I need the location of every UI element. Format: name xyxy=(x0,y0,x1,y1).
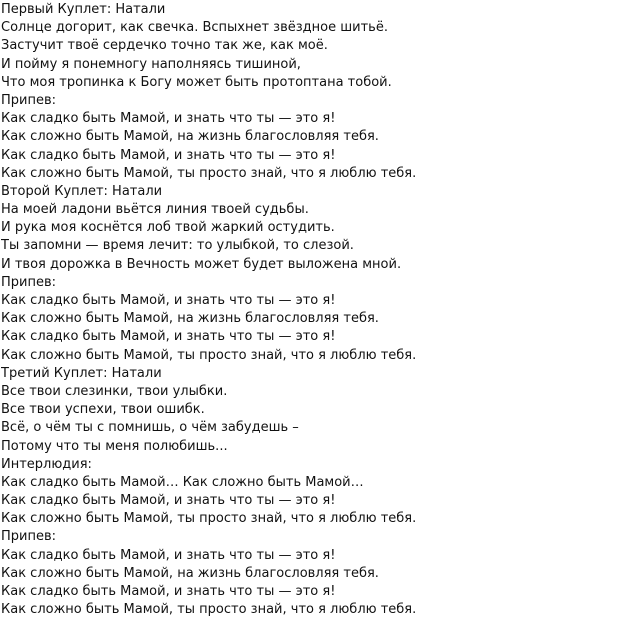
lyric-line: Как сложно быть Мамой, ты просто знай, что я люблю тебя. xyxy=(1,347,417,363)
lyric-line: Всё, о чём ты с помнишь, о чём забудешь – xyxy=(1,420,299,436)
lyric-line: И твоя дорожка в Вечность может будет выложена мной. xyxy=(1,256,402,272)
lyric-line: Ты запомни — время лечит: то улыбкой, то слезой. xyxy=(1,238,354,254)
lyric-line: Как сложно быть Мамой, ты просто знай, что я люблю тебя. xyxy=(1,602,417,618)
lyric-line: Все твои успехи, твои ошибк. xyxy=(1,402,205,418)
lyric-line: Солнце догорит, как свечка. Вспыхнет звёздное шитьё. xyxy=(1,20,388,36)
lyric-line: Как сладко быть Мамой, и знать что ты — это я! xyxy=(1,293,336,308)
lyric-line: Как сладко быть Мамой, и знать что ты — это я! xyxy=(1,584,336,599)
section-heading: Первый Куплет: Натали xyxy=(1,2,166,17)
lyric-line: Как сладко быть Мамой, и знать что ты — это я! xyxy=(1,547,336,563)
lyric-line: Как сложно быть Мамой, ты просто знай, что я люблю тебя. xyxy=(1,511,417,527)
lyric-line: Как сложно быть Мамой, на жизнь благословляя тебя. xyxy=(1,311,379,327)
section-heading: Припев: xyxy=(1,274,57,290)
lyric-line: Все твои слезинки, твои улыбки. xyxy=(1,383,228,399)
lyric-line: И рука моя коснётся лоб твой жаркий остудить. xyxy=(1,220,335,236)
lyric-line: Как сладко быть Мамой… Как сложно быть Мамой… xyxy=(1,474,364,490)
lyric-line: Как сладко быть Мамой, и знать что ты — это я! xyxy=(1,493,336,509)
lyric-line: Как сложно быть Мамой, на жизнь благословляя тебя. xyxy=(1,129,379,145)
lyric-line: Застучит твоё сердечко точно так же, как моё. xyxy=(1,38,328,54)
lyric-line: Как сладко быть Мамой, и знать что ты — это я! xyxy=(1,329,336,345)
lyric-line: Как сладко быть Мамой, и знать что ты — это я! xyxy=(1,147,336,163)
section-heading: Третий Куплет: Натали xyxy=(1,365,162,381)
lyric-line: Как сложно быть Мамой, на жизнь благословляя тебя. xyxy=(1,565,379,581)
lyrics-text xyxy=(1,1,635,619)
lyric-line: На моей ладони вьётся линия твоей судьбы. xyxy=(1,202,309,218)
lyric-line: Как сладко быть Мамой, и знать что ты — это я! xyxy=(1,111,336,127)
section-heading: Припев: xyxy=(1,92,57,108)
section-heading: Второй Куплет: Натали xyxy=(1,183,163,199)
section-heading: Припев: xyxy=(1,529,57,545)
lyric-line: Как сложно быть Мамой, ты просто знай, что я люблю тебя. xyxy=(1,165,417,181)
lyric-line: Потому что ты меня полюбишь... xyxy=(1,438,228,454)
lyric-line: И пойму я понемногу наполняясь тишиной, xyxy=(1,56,301,72)
lyric-line: Что моя тропинка к Богу может быть протоптана тобой. xyxy=(1,74,392,90)
section-heading: Интерлюдия: xyxy=(1,456,92,472)
